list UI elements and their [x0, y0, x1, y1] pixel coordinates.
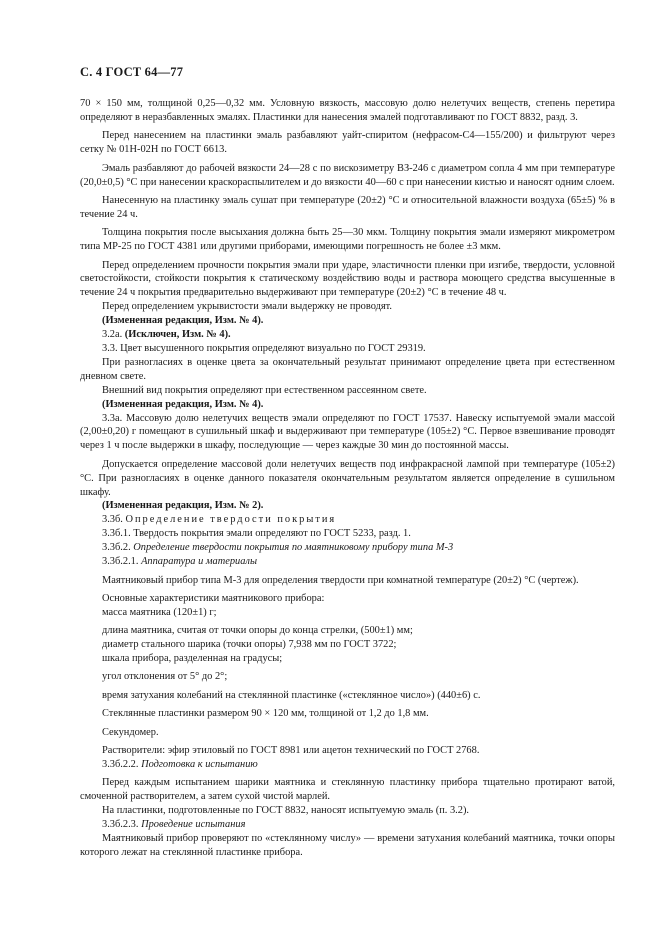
paragraph: Перед определением прочности покрытия эмали при ударе, эластичности пленки при изгибе, твердости, условной светостойкости, стойкости покрытия к статическому воздействию воды и раствора моющего средства высушенные в течение 24 ч покрытия предварительно выдерживают при температуре (20±2) °С в течение 48 ч. [80, 259, 615, 299]
clause-title: Проведение испытания [141, 819, 246, 831]
paragraph: При разногласиях в оценке цвета за окончательный результат принимают определение цвета при естественном дневном свете. [80, 356, 615, 382]
subsection-heading [80, 555, 615, 569]
clause-number: 3.3б. [102, 514, 126, 526]
paragraph: Перед каждым испытанием шарики маятника и стеклянную пластинку прибора тщательно протирают ватой, смоченной растворителем, а затем сухой чистой марлей. [80, 777, 615, 803]
paragraph: 3.3б.1. Твердость покрытия эмали определяют по ГОСТ 5233, разд. 1. [102, 528, 411, 540]
clause-title: Определение твердости покрытия [125, 514, 337, 526]
paragraph: Перед нанесением на пластинки эмаль разбавляют уайт-спиритом (нефрасом-С4—155/200) и фильтруют через сетку № 01Н-02Н по ГОСТ 6613. [80, 130, 615, 156]
document-body [80, 97, 615, 860]
clause-number: 3.3б.2. [102, 542, 134, 554]
paragraph: Основные характеристики маятникового прибора: [102, 592, 325, 604]
list-item: масса маятника (120±1) г; [102, 606, 217, 618]
list-item: длина маятника, считая от точки опоры до конца стрелки, (500±1) мм; [102, 625, 413, 637]
paragraph: Секундомер. [102, 726, 159, 738]
clause-title: Подготовка к испытанию [141, 758, 258, 770]
amendment-note: (Измененная редакция, Изм. № 4). [102, 315, 264, 327]
amendment-note: (Измененная редакция, Изм. № 2). [102, 500, 264, 512]
list-item: диаметр стального шарика (точки опоры) 7,938 мм по ГОСТ 3722; [102, 639, 397, 651]
paragraph: 3.3а. Массовую долю нелетучих веществ эмали определяют по ГОСТ 17537. Навеску испытуемой эмали массой (2,00±0,20) г помещают в сушильный шкаф и выдерживают при температуре (105±2) °С. Первое взвешивание проводят через 1 ч после выдержки в шкафу, последующие — через каждые 30 мин до постоянной массы. [80, 412, 615, 452]
subsection-heading [80, 818, 615, 832]
paragraph: Толщина покрытия после высыхания должна быть 25—30 мкм. Толщину покрытия эмали измеряют микрометром типа МР-25 по ГОСТ 4381 или другими приборами, имеющими погрешность не более ±3 мкм. [80, 227, 615, 253]
list-item: время затухания колебаний на стеклянной пластинке («стеклянное число») (440±6) с. [102, 689, 481, 701]
paragraph: Нанесенную на пластинку эмаль сушат при температуре (20±2) °С и относительной влажности воздуха (65±5) % в течение 24 ч. [80, 194, 615, 220]
clause [80, 328, 615, 342]
clause-number: 3.3б.2.2. [102, 758, 142, 770]
section-heading [80, 513, 615, 527]
amendment-note: (Измененная редакция, Изм. № 4). [102, 398, 264, 410]
clause-title: Определение твердости покрытия по маятниковому прибору типа М-3 [133, 542, 454, 554]
subsection-heading [80, 758, 615, 772]
paragraph: 3.3. Цвет высушенного покрытия определяют визуально по ГОСТ 29319. [102, 343, 426, 354]
clause-text: (Исключен, Изм. № 4). [124, 329, 231, 341]
paragraph: Внешний вид покрытия определяют при естественном рассеянном свете. [102, 384, 427, 396]
paragraph: Маятниковый прибор проверяют по «стеклянному числу» — времени затухания колебаний маятника, точки опоры которого лежат на стеклянной пластинке прибора. [80, 833, 615, 858]
paragraph: Допускается определение массовой доли нелетучих веществ под инфракрасной лампой при температуре (105±2) °С. При разногласиях в оценке данного показателя окончательным результатом является определение в сушильном шкафу. [80, 458, 615, 498]
paragraph: На пластинки, подготовленные по ГОСТ 8832, наносят испытуемую эмаль (п. 3.2). [102, 805, 470, 817]
list-item: угол отклонения от 5° до 2°; [102, 671, 228, 683]
paragraph: Растворители: эфир этиловый по ГОСТ 8981 или ацетон технический по ГОСТ 2768. [102, 745, 480, 757]
subsection-heading [80, 541, 615, 555]
paragraph: 70 × 150 мм, толщиной 0,25—0,32 мм. Условную вязкость, массовую долю нелетучих веществ, степень перетира определяют в неразбавленных эмалях. Пластинки для нанесения эмалей подготавливают по ГОСТ 8832, разд. 3. [80, 98, 615, 123]
paragraph: Эмаль разбавляют до рабочей вязкости 24—28 с по вискозиметру ВЗ-246 с диаметром сопла 4 мм при температуре (20,0±0,5) °С при нанесении краскораспылителем и до вязкости 40—60 с при нанесении кистью и наносят одним слоем. [80, 162, 615, 188]
paragraph: Стеклянные пластинки размером 90 × 120 мм, толщиной от 1,2 до 1,8 мм. [102, 708, 429, 720]
paragraph: Перед определением укрывистости эмали выдержку не проводят. [102, 301, 393, 313]
paragraph: Маятниковый прибор типа М-3 для определения твердости при комнатной температуре (20±2) °С (чертеж). [102, 574, 579, 586]
clause-number: 3.3б.2.1. [102, 556, 142, 568]
clause-number: 3.3б.2.3. [102, 819, 142, 831]
page-header: С. 4 ГОСТ 64—77 [80, 65, 184, 79]
list-item: шкала прибора, разделенная на градусы; [102, 653, 283, 665]
clause-number: 3.2а. [102, 329, 125, 341]
clause-title: Аппаратура и материалы [141, 556, 257, 568]
